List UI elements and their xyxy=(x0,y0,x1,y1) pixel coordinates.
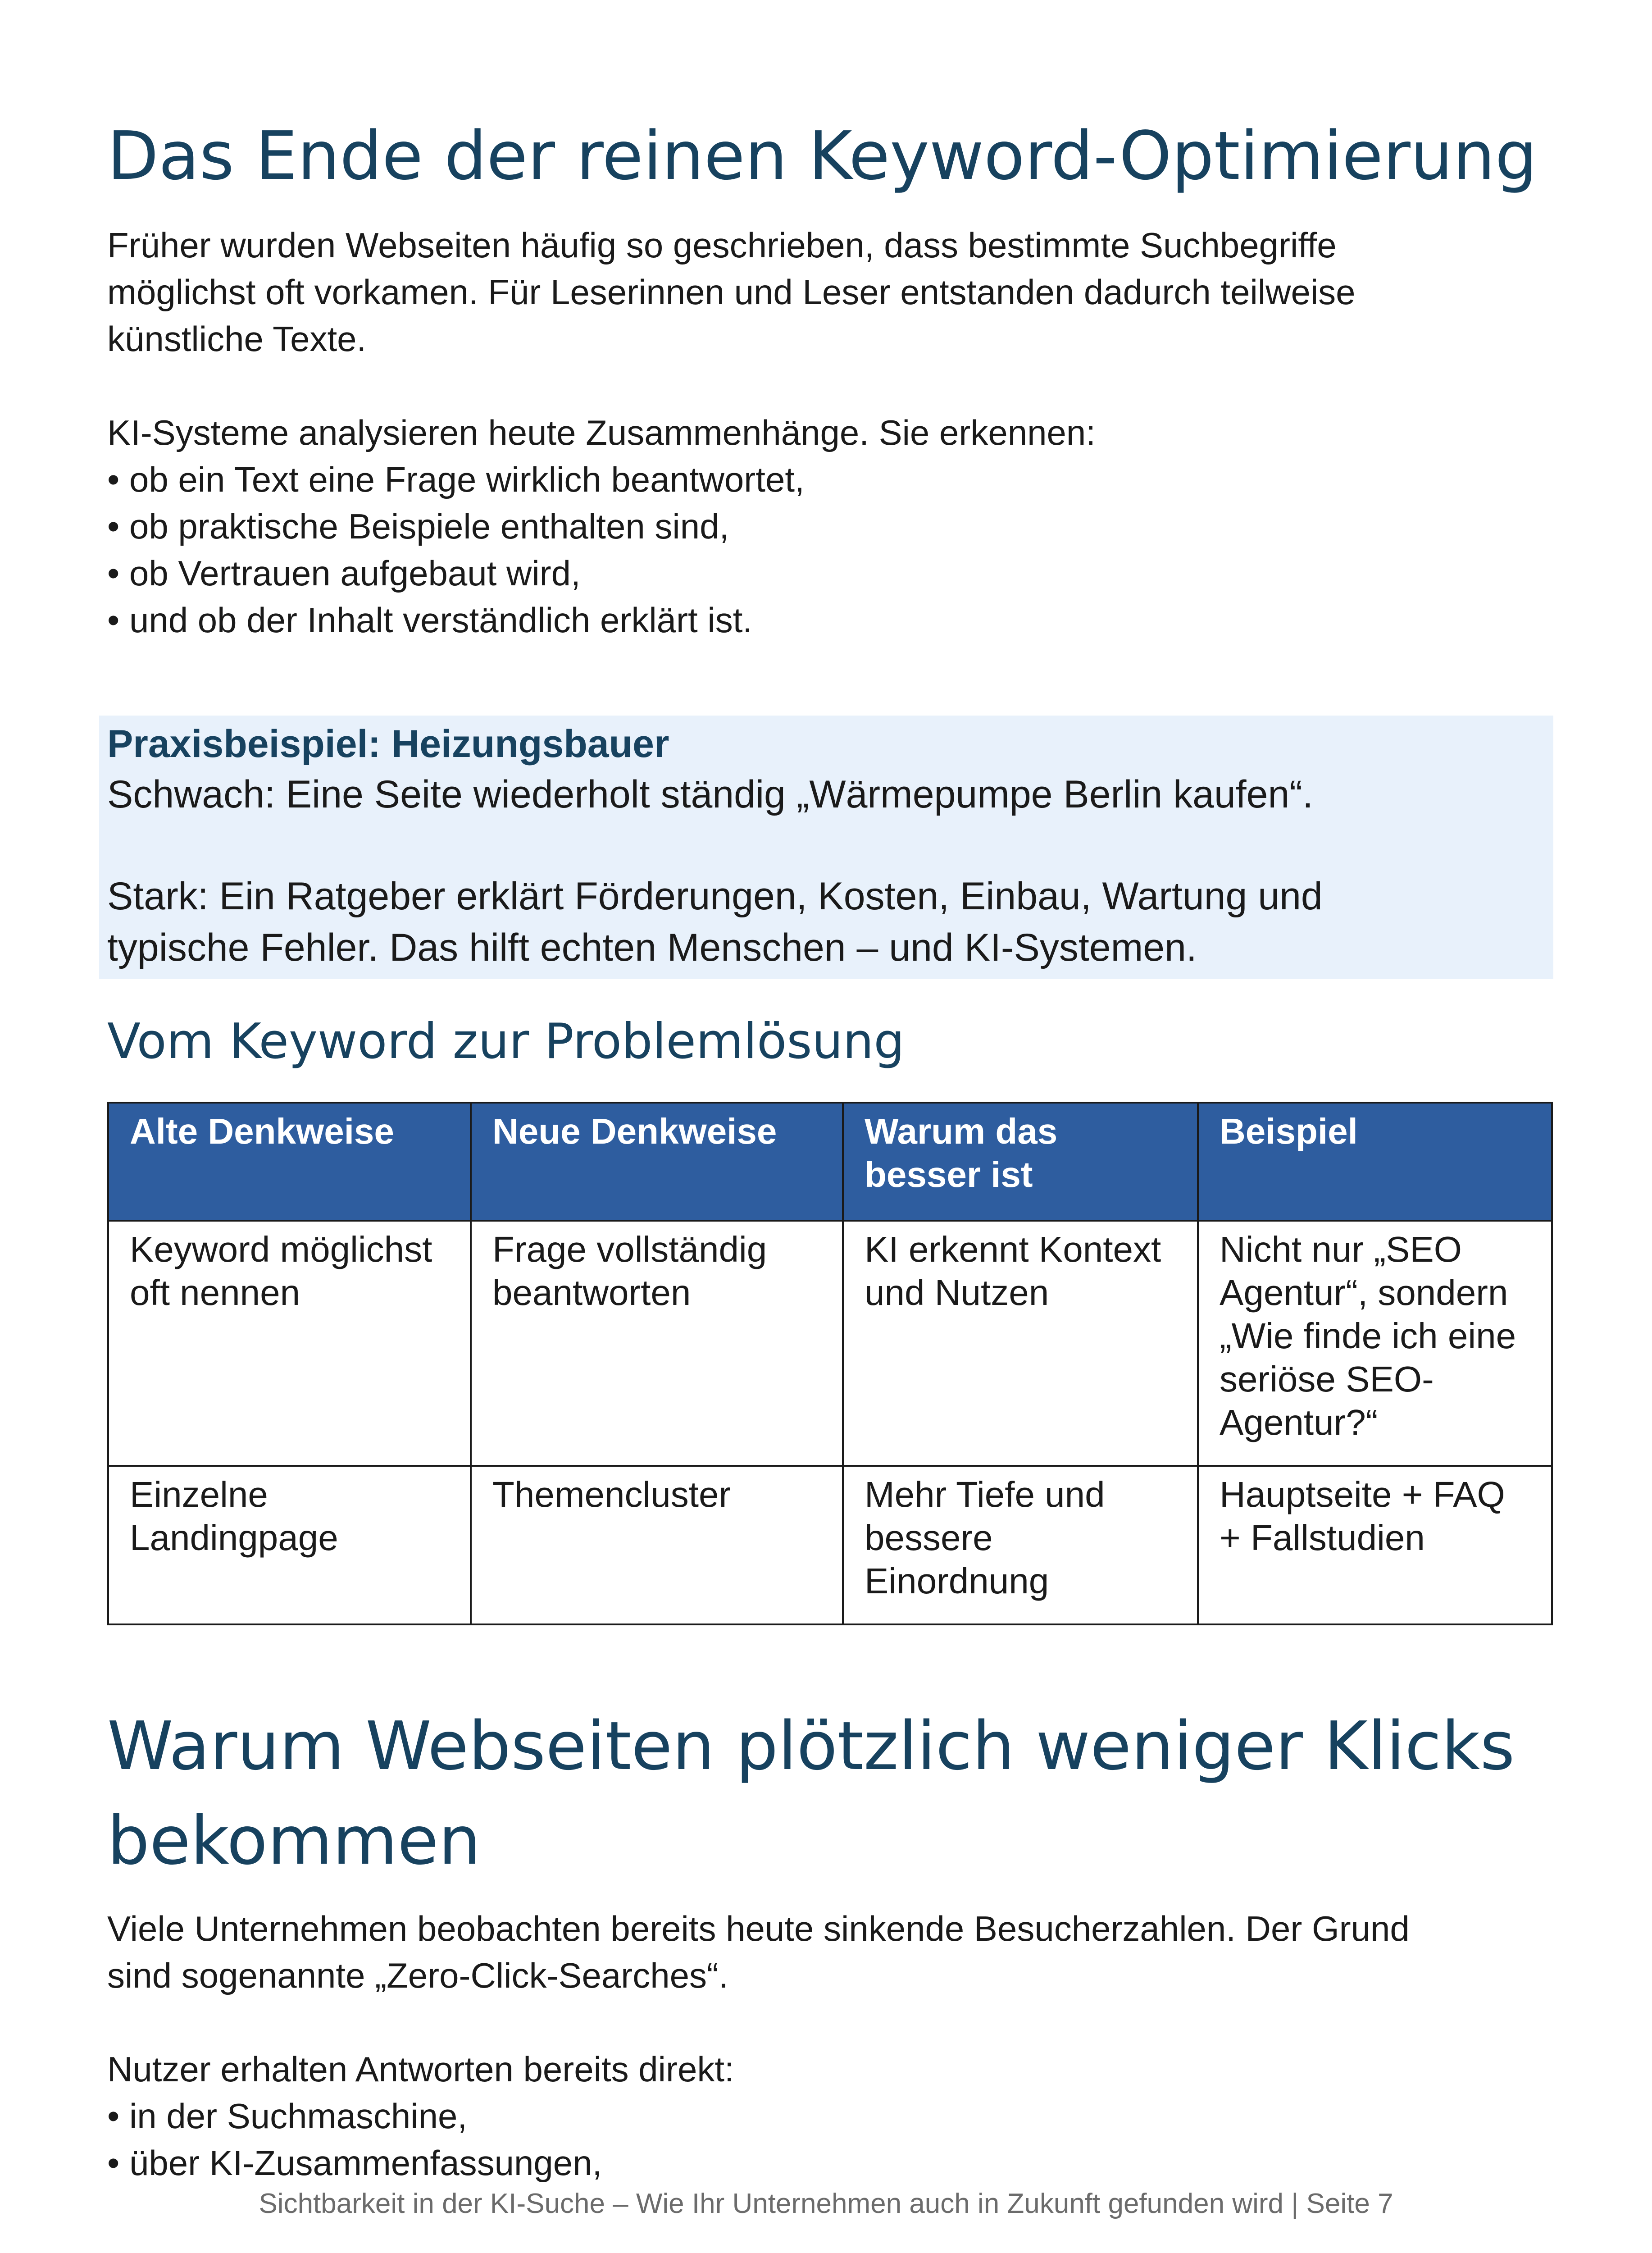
ki-analysis-list xyxy=(107,409,1549,643)
table-cell: Hauptseite + FAQ + Fallstudien xyxy=(1198,1466,1552,1624)
subsection-title-problemloesung: Vom Keyword zur Problemlösung xyxy=(107,1013,905,1070)
list-item: • ob Vertrauen aufgebaut wird, xyxy=(107,553,581,593)
table-cell: Mehr Tiefe und bessere Einordnung xyxy=(843,1466,1198,1624)
table-cell: Frage vollständig beantworten xyxy=(471,1221,843,1466)
table-cell: Nicht nur „SEO Agentur“, sondern „Wie finde ich eine seriöse SEO-Agentur?“ xyxy=(1198,1221,1552,1466)
table-cell: Themencluster xyxy=(471,1466,843,1624)
list-item: • in der Suchmaschine, xyxy=(107,2096,468,2136)
table-header-cell: Warum das besser ist xyxy=(843,1103,1198,1221)
text-line: künstliche Texte. xyxy=(107,319,367,359)
table-row xyxy=(108,1221,1552,1466)
list-intro: Nutzer erhalten Antworten bereits direkt: xyxy=(107,2049,734,2089)
list-item: • ob ein Text eine Frage wirklich beantwortet, xyxy=(107,460,805,499)
text-line: Stark: Ein Ratgeber erklärt Förderungen, Kosten, Einbau, Wartung und xyxy=(107,875,1323,918)
text-line: möglichst oft vorkamen. Für Leserinnen und Leser entstanden dadurch teilweise xyxy=(107,272,1356,312)
page-footer: Sichtbarkeit in der KI-Suche – Wie Ihr Unternehmen auch in Zukunft gefunden wird | Seite 7 xyxy=(259,2188,1393,2219)
list-item: • ob praktische Beispiele enthalten sind, xyxy=(107,506,729,546)
comparison-table xyxy=(107,1102,1553,1625)
practice-example-callout xyxy=(99,716,1553,979)
callout-title: Praxisbeispiel: Heizungsbauer xyxy=(107,722,669,766)
direct-answers-list xyxy=(107,2046,1549,2186)
section-title-weniger-klicks: Warum Webseiten plötzlich weniger Klicks bekommen xyxy=(107,1707,1515,1879)
intro-paragraph xyxy=(107,222,1549,362)
table-header-cell: Neue Denkweise xyxy=(471,1103,843,1221)
callout-strong-example xyxy=(107,871,1323,973)
table-cell: Einzelne Landingpage xyxy=(108,1466,471,1624)
table-header-cell: Alte Denkweise xyxy=(108,1103,471,1221)
list-item: • über KI-Zusammenfassungen, xyxy=(107,2143,602,2183)
text-line: Früher wurden Webseiten häufig so geschrieben, dass bestimmte Suchbegriffe xyxy=(107,225,1337,265)
text-line: Viele Unternehmen beobachten bereits heute sinkende Besucherzahlen. Der Grund xyxy=(107,1909,1410,1948)
table-header-row xyxy=(108,1103,1552,1221)
zero-click-paragraph xyxy=(107,1905,1549,1999)
text-line: typische Fehler. Das hilft echten Menschen – und KI-Systemen. xyxy=(107,926,1197,969)
list-intro: KI-Systeme analysieren heute Zusammenhänge. Sie erkennen: xyxy=(107,413,1096,452)
list-item: • und ob der Inhalt verständlich erklärt ist. xyxy=(107,600,753,640)
table-row xyxy=(108,1466,1552,1624)
text-line: sind sogenannte „Zero-Click-Searches“. xyxy=(107,1956,728,1995)
callout-weak-example: Schwach: Eine Seite wiederholt ständig „Wärmepumpe Berlin kaufen“. xyxy=(107,773,1313,816)
table-header-cell: Beispiel xyxy=(1198,1103,1552,1221)
section-title-keyword-optimierung: Das Ende der reinen Keyword-Optimierung xyxy=(107,117,1538,195)
table-cell: KI erkennt Kontext und Nutzen xyxy=(843,1221,1198,1466)
table-cell: Keyword möglichst oft nennen xyxy=(108,1221,471,1466)
